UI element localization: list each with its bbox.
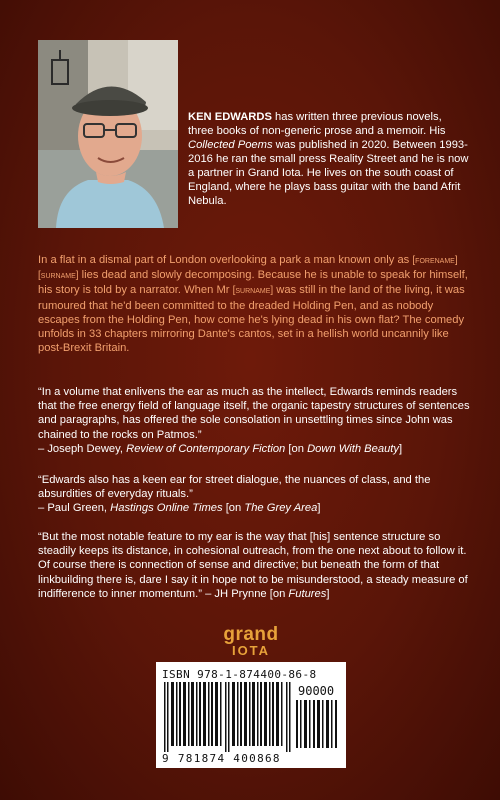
- quote-on-prefix: [on: [266, 587, 289, 600]
- isbn-barcode: [156, 662, 346, 768]
- author-photo: [38, 40, 178, 228]
- quote-work: The Grey Area: [244, 502, 318, 515]
- publisher-logo-grand: grand: [223, 624, 279, 645]
- quote-text: “In a volume that enlivens the ear as much as the intellect, Edwards reminds readers that the free energy field of language itself, the organic tapestry structures of sentences and paragraphs, has offered the sole consolation in unsettling times since John was chained to the rocks on Patmos.”: [38, 386, 470, 441]
- forename-placeholder: [forename]: [412, 255, 458, 266]
- bio-text-a: has written three previous novels, three books of non-generic prose and a memoir. His: [188, 111, 446, 137]
- quote-attribution: – JH Prynne: [201, 587, 267, 600]
- book-synopsis: [38, 253, 468, 355]
- publisher-logo: [218, 626, 284, 657]
- quote-on-prefix: [on: [285, 442, 308, 455]
- quote-attribution: – Joseph Dewey,: [38, 442, 127, 455]
- review-quote-2: [38, 473, 470, 516]
- author-name: KEN EDWARDS: [188, 111, 272, 123]
- review-quote-1: [38, 385, 470, 456]
- publisher-logo-iota: IOTA: [231, 643, 271, 658]
- quote-on-suffix: ]: [399, 442, 403, 455]
- quote-work: Futures: [288, 587, 327, 600]
- synopsis-part-2: lies dead and slowly decomposing. Because he is unable to speak for himself, his story is told by a narrator. When Mr: [38, 269, 468, 297]
- price-code: 90000: [298, 684, 335, 698]
- quote-work: Down With Beauty: [307, 442, 399, 455]
- surname-placeholder-2: [surname]: [232, 285, 274, 297]
- quote-attribution: – Paul Green,: [38, 502, 111, 515]
- author-portrait-image: [38, 40, 178, 228]
- ean-digits: 9 781874 400868: [162, 752, 281, 765]
- price-bars: [296, 700, 340, 748]
- author-bio: [188, 110, 470, 208]
- surname-placeholder: [surname]: [38, 270, 79, 282]
- quote-on-suffix: ]: [326, 587, 330, 600]
- review-quote-3: [38, 530, 470, 601]
- quote-source: Hastings Online Times: [110, 502, 223, 515]
- quote-text: “Edwards also has a keen ear for street dialogue, the nuances of class, and the absurdities of everyday rituals.”: [38, 474, 431, 501]
- synopsis-part-1: In a flat in a dismal part of London overlooking a park a man known only as: [38, 254, 413, 266]
- bio-text-b: was published in 2020. Between 1993-2016 he ran the small press Reality Street and he is now a partner in Grand Iota. He lives on the south coast of England, where he plays bass guitar with the band Afrit Nebula.: [188, 139, 469, 207]
- quote-on-suffix: ]: [317, 502, 321, 515]
- bio-title: Collected Poems: [188, 139, 273, 151]
- ean-bars: [164, 682, 294, 752]
- isbn-label: ISBN 978-1-874400-86-8: [162, 668, 317, 681]
- quote-text: “But the most notable feature to my ear is the way that [his] sentence structure so steadily keeps its distance, in cohesional outreach, from the one next about to follow it. Of course there is connection of sense and directive; but beneath the form of that linkbuilding there is, dare I say it in hope not to be misunderstood, a steady measure of indifference to inner momentum.”: [38, 531, 468, 600]
- quote-on-prefix: [on: [222, 502, 245, 515]
- synopsis-part-3: was still in the land of the living, it was rumoured that he'd been committed to the dreaded Holding Pen, and as nobody escapes from the Holding Pen, how come he's lying dead in his own flat? The comedy unfolds in 33 chapters mirroring Dante's cantos, set in a hellish world uncannily like post-Brexit Britain.: [38, 284, 465, 355]
- quote-source: Review of Contemporary Fiction: [126, 442, 286, 455]
